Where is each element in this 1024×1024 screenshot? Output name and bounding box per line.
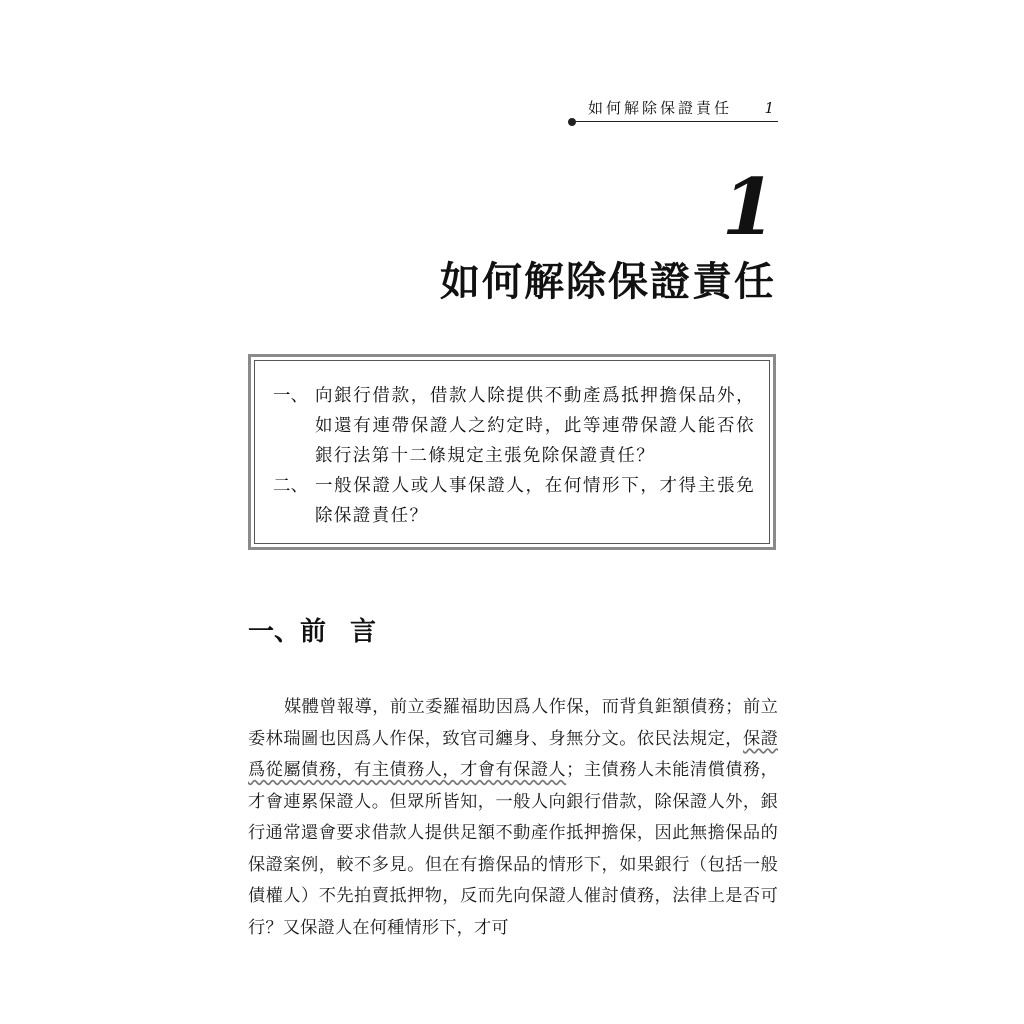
question-box-inner xyxy=(254,360,770,544)
body-paragraph xyxy=(248,692,778,944)
underlined-text: 保證爲從屬債務，有主債務人，才會有保證人 xyxy=(248,728,779,781)
question-text: 向銀行借款，借款人除提供不動產爲抵押擔保品外，如還有連帶保證人之約定時，此等連帶保證人能否依銀行法第十二條規定主張免除保證責任？ xyxy=(315,386,755,466)
running-header xyxy=(568,98,778,124)
header-rule xyxy=(574,121,778,122)
chapter-title: 如何解除保證責任 xyxy=(440,258,776,305)
body-text-part1: 媒體曾報導，前立委羅福助因爲人作保，而背負鉅額債務；前立委林瑞圖也因爲人作保，致官司纏身、身無分文。依民法規定， xyxy=(248,697,778,749)
section-number: 一、 xyxy=(248,617,301,647)
bullet-dot-icon xyxy=(568,118,576,126)
body-text-part2: ；主債務人未能清償債務，才會連累保證人。但眾所皆知，一般人向銀行借款，除保證人外，銀行通常還會要求借款人提供足額不動產作抵押擔保，因此無擔保品的保證案例，較不多見。但在有擔保品的情形下，如果銀行（包括一般債權人）不先拍賣抵押物，反而先向保證人催討債務，法律上是否可行？又保證人在何種情形下，才可 xyxy=(248,760,778,938)
page-number: 1 xyxy=(764,99,774,117)
section-heading xyxy=(248,614,400,650)
question-item xyxy=(273,381,755,471)
question-text: 一般保證人或人事保證人，在何情形下，才得主張免除保證責任？ xyxy=(315,476,755,526)
section-title: 前言 xyxy=(300,617,401,647)
question-number: 一、 xyxy=(273,386,308,406)
question-box xyxy=(248,354,776,550)
chapter-number: 1 xyxy=(721,162,776,253)
question-item xyxy=(273,471,755,531)
running-header-title: 如何解除保證責任 xyxy=(588,99,733,117)
question-number: 二、 xyxy=(273,476,308,496)
